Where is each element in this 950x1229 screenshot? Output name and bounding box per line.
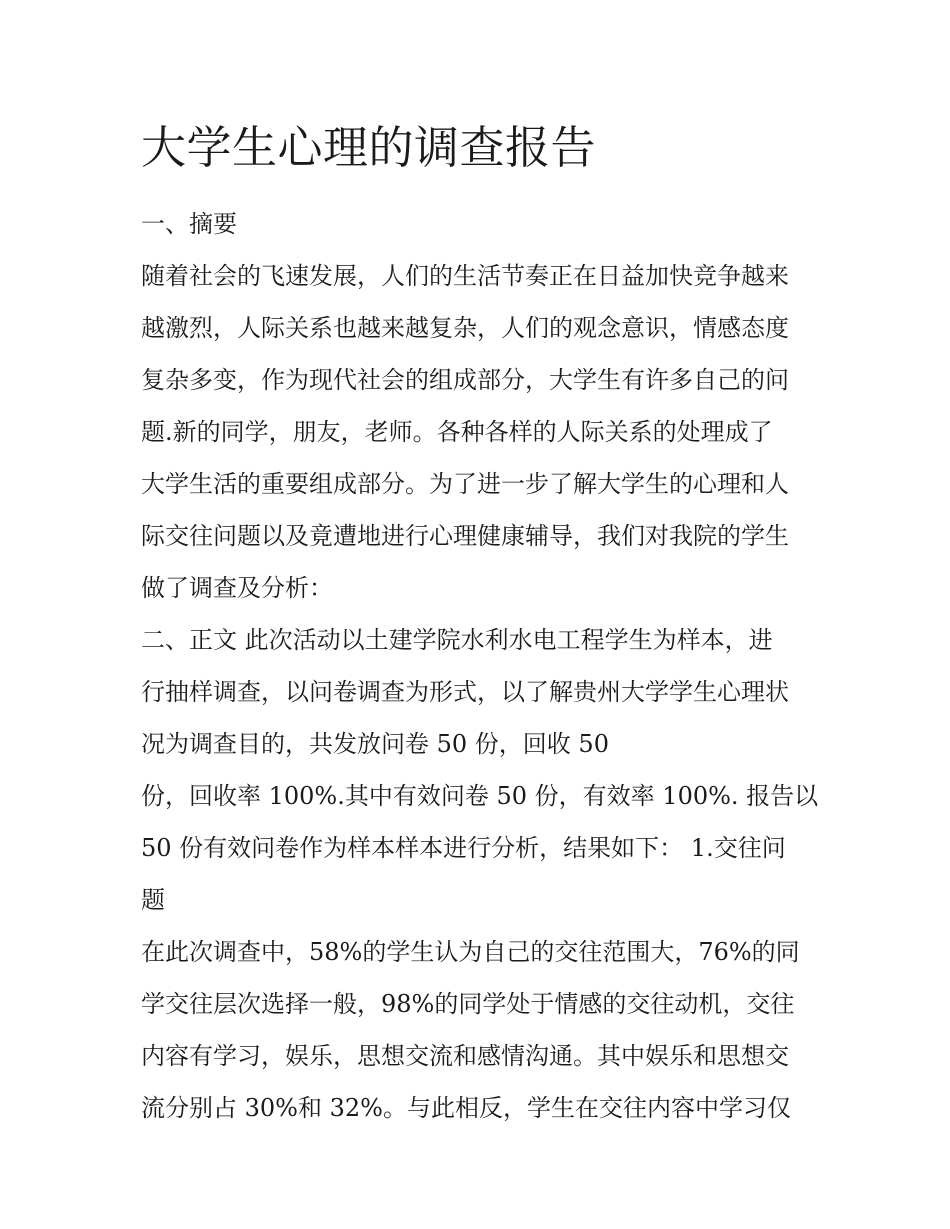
paragraph-line: 50 份有效问卷作为样本样本进行分析，结果如下： 1.交往问 (141, 834, 786, 862)
paragraph-line: 份，回收率 100%.其中有效问卷 50 份，有效率 100%. 报告以 (141, 782, 819, 810)
paragraph-line: 题.新的同学，朋友，老师。各种各样的人际关系的处理成了 (141, 418, 773, 446)
document-title: 大学生心理的调查报告 (141, 121, 597, 174)
paragraph-line: 行抽样调查，以问卷调查为形式，以了解贵州大学学生心理状 (141, 678, 789, 706)
paragraph-line: 越激烈，人际关系也越来越复杂，人们的观念意识，情感态度 (141, 314, 789, 342)
paragraph-line: 流分别占 30%和 32%。与此相反，学生在交往内容中学习仅 (141, 1094, 791, 1122)
section-heading-body-line: 二、正文 此次活动以土建学院水利水电工程学生为样本，进 (141, 626, 773, 654)
paragraph-line: 随着社会的飞速发展，人们的生活节奏正在日益加快竞争越来 (141, 262, 789, 290)
paragraph-line: 大学生活的重要组成部分。为了进一步了解大学生的心理和人 (141, 470, 789, 498)
paragraph-line: 复杂多变，作为现代社会的组成部分，大学生有许多自己的问 (141, 366, 789, 394)
paragraph-line: 况为调查目的，共发放问卷 50 份，回收 50 (141, 730, 609, 758)
paragraph-line: 做了调查及分析： (141, 574, 333, 602)
paragraph-line: 内容有学习，娱乐，思想交流和感情沟通。其中娱乐和思想交 (141, 1042, 789, 1070)
document-body (141, 112, 821, 1134)
paragraph-line: 在此次调查中，58%的学生认为自己的交往范围大，76%的同 (141, 938, 800, 966)
section-heading-abstract: 一、摘要 (141, 210, 237, 238)
paragraph-line: 学交往层次选择一般，98%的同学处于情感的交往动机，交往 (141, 990, 795, 1018)
paragraph-line: 题 (141, 886, 165, 914)
paragraph-line: 际交往问题以及竟遭地进行心理健康辅导，我们对我院的学生 (141, 522, 789, 550)
